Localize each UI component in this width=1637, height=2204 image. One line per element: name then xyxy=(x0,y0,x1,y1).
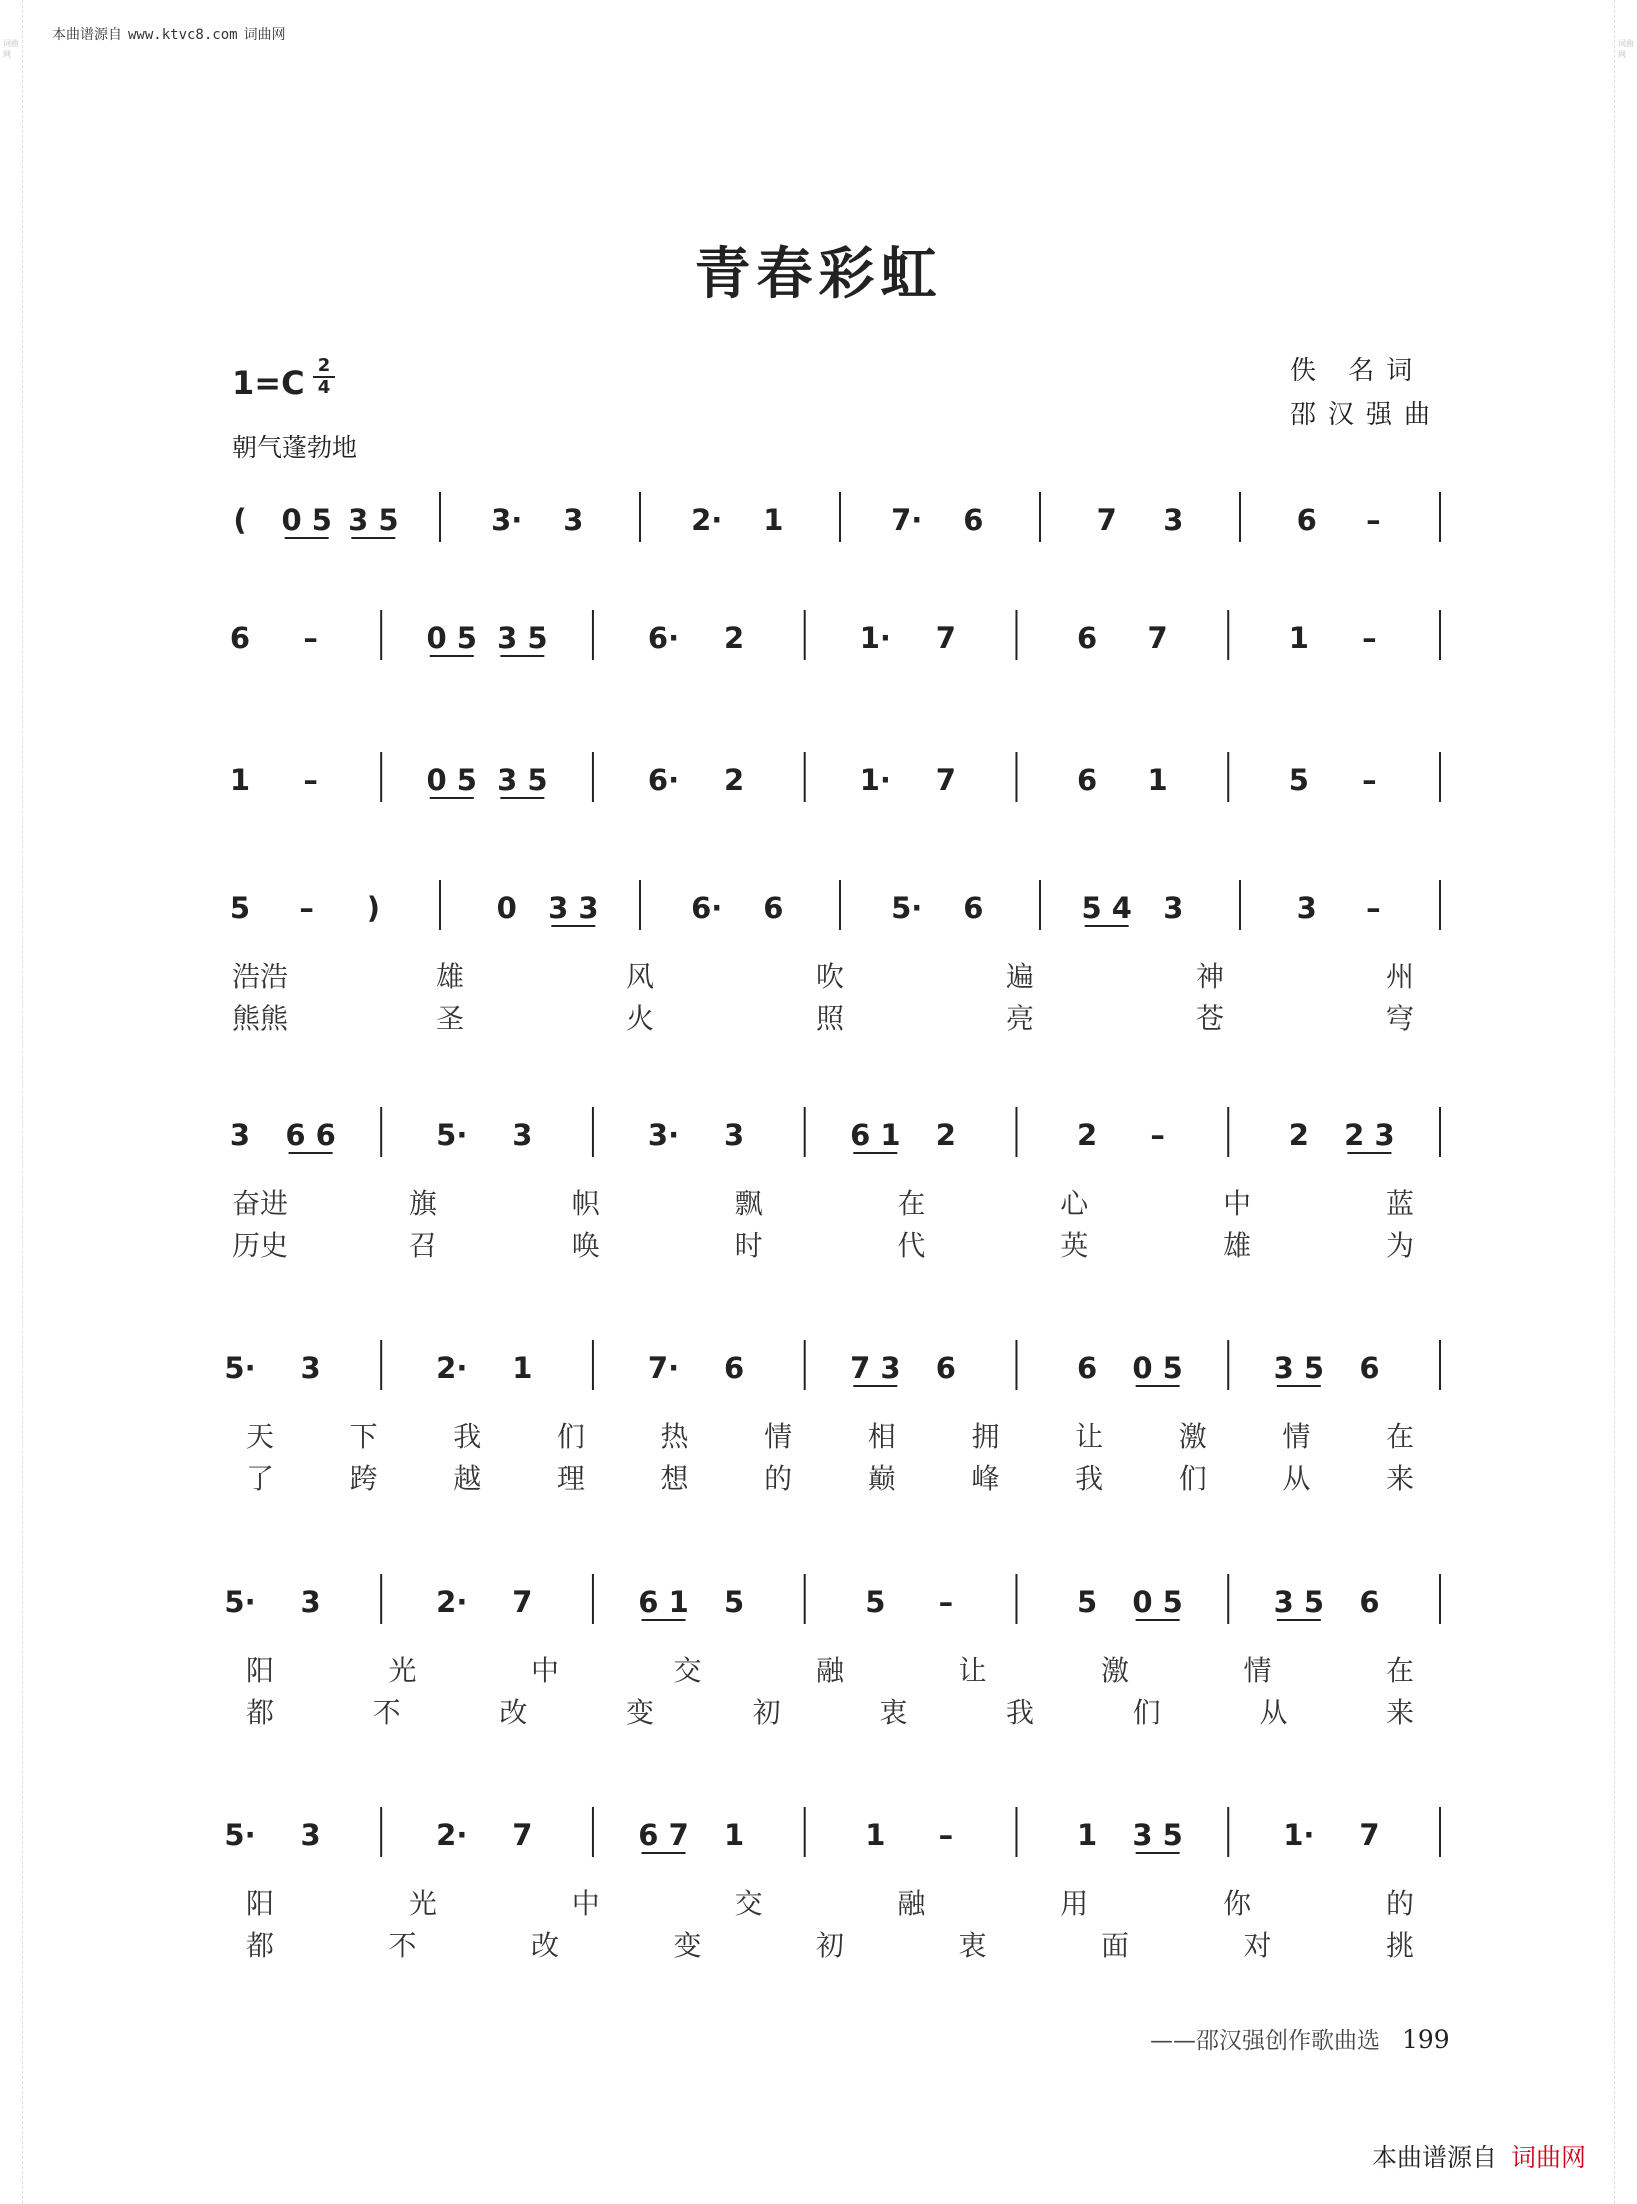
note: 6 xyxy=(935,1351,956,1385)
lyric-syllable: 我 xyxy=(453,1420,482,1453)
note: 6 xyxy=(1359,1351,1380,1385)
lyric-syllable: 穹 xyxy=(1385,1002,1415,1035)
note: 1· xyxy=(1283,1818,1315,1852)
lyric-syllable: 帜 xyxy=(571,1187,600,1220)
lyric-syllable: 光 xyxy=(388,1654,417,1687)
lyric-syllable: 情 xyxy=(1282,1420,1311,1453)
note: 2 xyxy=(724,621,745,655)
lyric-syllable: 来 xyxy=(1385,1696,1415,1729)
lyric-syllable: 英 xyxy=(1060,1229,1089,1262)
lyric-syllable: 让 xyxy=(958,1654,987,1687)
note: 3· xyxy=(647,1118,680,1152)
note: 2 xyxy=(1076,1118,1098,1152)
note: 6 xyxy=(229,621,251,655)
note: 1 xyxy=(512,1351,533,1385)
lyric-syllable: 改 xyxy=(530,1929,560,1962)
lyric-syllable: 来 xyxy=(1385,1462,1415,1495)
lyric-syllable: 理 xyxy=(556,1462,585,1495)
note: 5· xyxy=(891,891,923,925)
note: 1 xyxy=(763,503,784,537)
lyric-syllable: 阳 xyxy=(245,1654,275,1687)
note: 6 xyxy=(1296,503,1317,537)
time-denominator: 4 xyxy=(317,377,331,398)
lyric-syllable: 雄 xyxy=(435,960,465,993)
lyric-syllable: 亮 xyxy=(1005,1002,1035,1035)
lyric-syllable: 跨 xyxy=(349,1462,378,1495)
lyric-syllable: 蓝 xyxy=(1385,1187,1415,1220)
lyric-syllable: 代 xyxy=(897,1229,926,1262)
note: – xyxy=(303,763,318,797)
note: 7 xyxy=(1359,1818,1380,1852)
lyric-syllable: 相 xyxy=(867,1420,896,1453)
note: 6· xyxy=(691,891,723,925)
lyric-syllable: 阳 xyxy=(245,1887,275,1920)
note: 7· xyxy=(647,1351,680,1385)
note: 0 5 xyxy=(281,503,332,537)
note: – xyxy=(303,621,318,655)
note: 7· xyxy=(891,503,923,537)
lyric-syllable: 苍 xyxy=(1195,1002,1225,1035)
note: 7 xyxy=(1096,503,1117,537)
note: 3 xyxy=(300,1585,321,1619)
note: 6· xyxy=(647,763,680,797)
note: 1· xyxy=(859,763,891,797)
note: 6 1 xyxy=(638,1585,689,1619)
lyric-syllable: 飘 xyxy=(734,1187,763,1220)
note: 2 xyxy=(724,763,745,797)
note: 0 5 xyxy=(1132,1351,1183,1385)
note: 2· xyxy=(436,1585,468,1619)
note: 7 xyxy=(512,1585,533,1619)
lyric-syllable: 从 xyxy=(1259,1696,1288,1729)
note: – xyxy=(299,891,314,925)
note: 3 xyxy=(300,1351,321,1385)
note: 5 xyxy=(865,1585,886,1619)
note: – xyxy=(938,1818,954,1852)
note: 3 5 xyxy=(497,763,548,797)
lyric-syllable: 挑 xyxy=(1385,1929,1415,1962)
lyric-syllable: 时 xyxy=(734,1229,763,1262)
lyric-syllable: 雄 xyxy=(1223,1229,1252,1262)
note: 1 xyxy=(1288,621,1309,655)
note: – xyxy=(1362,763,1377,797)
lyric-syllable: 的 xyxy=(764,1462,793,1495)
note: 7 xyxy=(1147,621,1168,655)
lyric-syllable: 融 xyxy=(815,1654,845,1687)
note: 1 xyxy=(1076,1818,1098,1852)
bottom-right-source xyxy=(1372,2138,1586,2174)
lyric-syllable: 中 xyxy=(1223,1187,1252,1220)
note: 5 4 xyxy=(1081,891,1132,925)
note: 6 xyxy=(724,1351,745,1385)
note: 6 xyxy=(1076,1351,1098,1385)
lyric-syllable: 们 xyxy=(1178,1462,1207,1495)
note: 3 xyxy=(563,503,584,537)
lyric-syllable: 对 xyxy=(1243,1929,1272,1962)
note: 6 xyxy=(763,891,784,925)
note: 7 xyxy=(935,621,956,655)
note: 7 xyxy=(935,763,956,797)
lyric-syllable: 交 xyxy=(734,1887,763,1920)
header-url[interactable]: www.ktvc8.com xyxy=(128,27,238,43)
note: 2· xyxy=(691,503,723,537)
note: 3 xyxy=(512,1118,533,1152)
lyric-syllable: 在 xyxy=(1385,1420,1415,1453)
note: 3 xyxy=(724,1118,745,1152)
lyricist-credit: 佚 名词 xyxy=(1290,356,1425,386)
lyric-syllable: 情 xyxy=(764,1420,793,1453)
lyric-syllable: 衷 xyxy=(879,1696,908,1729)
note: 1 xyxy=(865,1818,886,1852)
lyric-syllable: 中 xyxy=(571,1887,600,1920)
note: 6 xyxy=(1076,763,1098,797)
lyric-syllable: 心 xyxy=(1060,1187,1089,1220)
note: 6 7 xyxy=(638,1818,689,1852)
note: 5 xyxy=(1076,1585,1098,1619)
lyric-syllable: 召 xyxy=(408,1229,437,1262)
lyric-syllable: 都 xyxy=(245,1929,275,1962)
lyric-syllable: 风 xyxy=(625,960,655,993)
note: ) xyxy=(366,891,380,925)
lyric-syllable: 奋进 xyxy=(231,1187,289,1220)
lyric-syllable: 唤 xyxy=(571,1229,600,1262)
left-edge-watermark: 词曲网 xyxy=(0,0,23,2204)
lyric-syllable: 改 xyxy=(499,1696,528,1729)
note: 5 xyxy=(1288,763,1309,797)
lyric-syllable: 中 xyxy=(530,1654,560,1687)
lyric-syllable: 们 xyxy=(1132,1696,1161,1729)
lyric-syllable: 你 xyxy=(1223,1887,1252,1920)
note: 5 xyxy=(229,891,251,925)
note: 3 xyxy=(300,1818,321,1852)
note: ( xyxy=(233,503,247,537)
tempo-marking: 朝气蓬勃地 xyxy=(232,433,358,462)
note: 5· xyxy=(224,1351,256,1385)
lyric-syllable: 不 xyxy=(388,1929,417,1962)
lyric-syllable: 想 xyxy=(660,1462,689,1495)
note: 1 xyxy=(724,1818,745,1852)
lyric-syllable: 拥 xyxy=(971,1420,1000,1453)
note: 2· xyxy=(436,1351,468,1385)
note: 3 5 xyxy=(1273,1585,1325,1619)
note: 2 xyxy=(935,1118,956,1152)
lyric-syllable: 们 xyxy=(556,1420,585,1453)
lyric-syllable: 浩浩 xyxy=(231,960,289,993)
note: 6· xyxy=(647,621,680,655)
note: 6 xyxy=(1359,1585,1380,1619)
note: 3 xyxy=(1163,503,1184,537)
lyric-syllable: 旗 xyxy=(408,1187,437,1220)
note: 2 3 xyxy=(1344,1118,1395,1152)
bottom-source-text: 本曲谱源自 xyxy=(1372,2143,1498,2172)
page-number: 199 xyxy=(1402,2025,1450,2054)
lyric-syllable: 都 xyxy=(245,1696,275,1729)
lyric-syllable: 吹 xyxy=(815,960,845,993)
lyric-syllable: 照 xyxy=(815,1002,845,1035)
note: 6 xyxy=(963,891,984,925)
lyric-syllable: 在 xyxy=(897,1187,926,1220)
lyric-syllable: 的 xyxy=(1385,1887,1415,1920)
lyric-syllable: 融 xyxy=(897,1887,926,1920)
lyric-syllable: 历史 xyxy=(231,1229,289,1262)
lyric-syllable: 变 xyxy=(673,1929,702,1962)
note: 3 xyxy=(1163,891,1184,925)
lyric-syllable: 用 xyxy=(1060,1887,1089,1920)
bottom-source-site: 词曲网 xyxy=(1511,2143,1587,2172)
header-text: 本曲谱源自 xyxy=(52,27,122,43)
note: 6 1 xyxy=(850,1118,901,1152)
lyric-syllable: 州 xyxy=(1385,960,1415,993)
lyric-syllable: 变 xyxy=(625,1696,655,1729)
lyric-syllable: 遍 xyxy=(1005,960,1035,993)
note: 1· xyxy=(859,621,891,655)
note: 1 xyxy=(1147,763,1168,797)
lyric-syllable: 面 xyxy=(1100,1929,1130,1962)
note: 0 5 xyxy=(426,763,477,797)
lyric-syllable: 越 xyxy=(453,1462,482,1495)
lyric-syllable: 巅 xyxy=(867,1462,896,1495)
lyric-syllable: 不 xyxy=(372,1696,401,1729)
lyric-syllable: 初 xyxy=(815,1929,845,1962)
lyric-syllable: 热 xyxy=(660,1420,689,1453)
note: – xyxy=(1150,1118,1165,1152)
lyric-syllable: 在 xyxy=(1385,1654,1415,1687)
note: 3 xyxy=(229,1118,251,1152)
key-signature: 1=C xyxy=(232,364,305,402)
note: 3· xyxy=(491,503,523,537)
note: – xyxy=(1362,621,1377,655)
book-title: ——邵汉强创作歌曲选 xyxy=(1150,2028,1380,2054)
lyric-syllable: 光 xyxy=(408,1887,437,1920)
note: – xyxy=(1366,503,1381,537)
lyric-syllable: 峰 xyxy=(971,1462,1000,1495)
note: 3 5 xyxy=(497,621,548,655)
lyric-syllable: 我 xyxy=(1075,1462,1104,1495)
lyric-syllable: 我 xyxy=(1005,1696,1035,1729)
note: 2· xyxy=(436,1818,468,1852)
right-edge-watermark: 词曲网 xyxy=(1614,0,1637,2204)
note: 2 xyxy=(1288,1118,1309,1152)
note: 3 3 xyxy=(548,891,599,925)
note: 3 5 xyxy=(1273,1351,1325,1385)
note: 6 xyxy=(1076,621,1098,655)
lyric-syllable: 天 xyxy=(245,1420,275,1453)
lyric-syllable: 火 xyxy=(625,1002,655,1035)
note: 3 5 xyxy=(1132,1818,1183,1852)
note: 5· xyxy=(224,1818,256,1852)
note: 1 xyxy=(229,763,251,797)
note: 5· xyxy=(436,1118,468,1152)
song-title: 青春彩虹 xyxy=(694,241,943,307)
lyric-syllable: 圣 xyxy=(435,1002,465,1035)
page-footer xyxy=(1150,2022,1450,2055)
note: 3 5 xyxy=(348,503,399,537)
time-numerator: 2 xyxy=(317,355,331,376)
lyric-syllable: 熊熊 xyxy=(231,1002,289,1035)
note: 7 xyxy=(512,1818,533,1852)
lyric-syllable: 交 xyxy=(673,1654,702,1687)
note: – xyxy=(938,1585,954,1619)
note: 0 5 xyxy=(426,621,477,655)
lyric-syllable: 为 xyxy=(1385,1229,1415,1262)
header-site: 词曲网 xyxy=(243,27,286,43)
note: 6 xyxy=(963,503,984,537)
note: 6 6 xyxy=(285,1118,336,1152)
note: 3 xyxy=(1296,891,1317,925)
note: – xyxy=(1366,891,1381,925)
composer-credit: 邵汉强曲 xyxy=(1290,400,1443,430)
note: 5· xyxy=(224,1585,256,1619)
note: 5 xyxy=(724,1585,745,1619)
lyric-syllable: 下 xyxy=(349,1420,378,1453)
lyric-syllable: 神 xyxy=(1195,960,1225,993)
lyric-syllable: 激 xyxy=(1100,1654,1130,1687)
note: 0 xyxy=(496,891,517,925)
lyric-syllable: 初 xyxy=(752,1696,781,1729)
lyric-syllable: 衷 xyxy=(958,1929,987,1962)
lyric-syllable: 让 xyxy=(1075,1420,1104,1453)
lyric-syllable: 情 xyxy=(1243,1654,1272,1687)
lyric-syllable: 激 xyxy=(1178,1420,1207,1453)
note: 0 5 xyxy=(1132,1585,1183,1619)
lyric-syllable: 了 xyxy=(245,1462,275,1495)
note: 7 3 xyxy=(850,1351,901,1385)
lyric-syllable: 从 xyxy=(1282,1462,1311,1495)
